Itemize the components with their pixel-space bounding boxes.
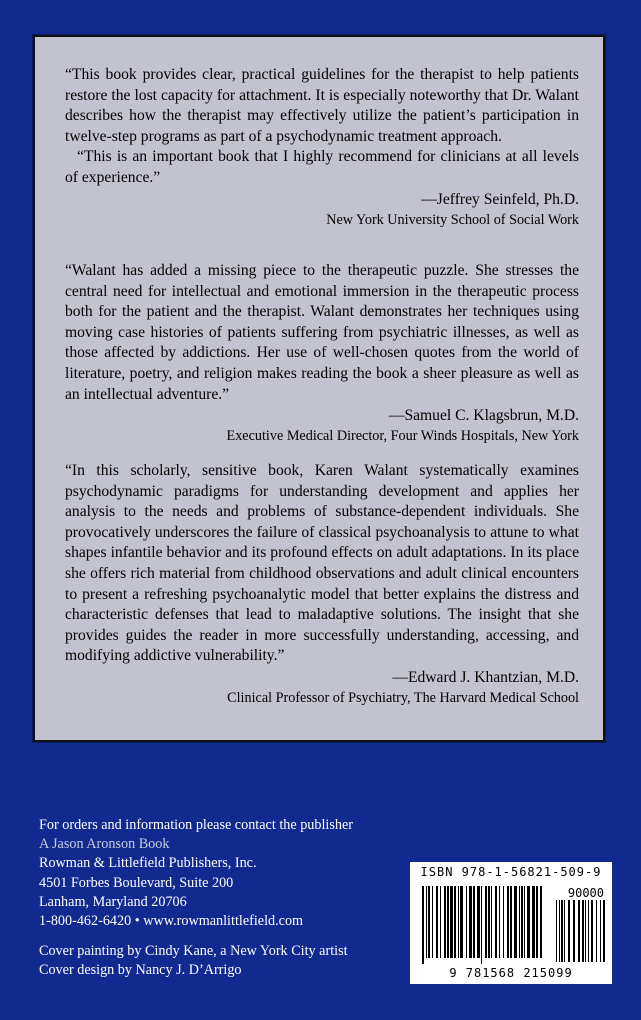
barcode-addon-bar	[588, 900, 589, 962]
barcode-bar	[519, 886, 520, 958]
endorsement-1	[65, 65, 579, 230]
barcode-addon-bar	[596, 900, 597, 962]
endorsement-3-author: —Edward J. Khantzian, M.D.	[392, 668, 579, 686]
endorsement-1-paragraph-1: “This book provides clear, practical guidelines for the therapist to help patients restore the lost capacity for attachment. It is especially noteworthy that Dr. Walant describes how the therapist may effectively utilize the patient’s participation in twelve-step programs as part of a psychodynamic treatment approach.	[65, 66, 579, 145]
barcode-bars-graphic	[412, 886, 610, 966]
barcode-bar	[507, 886, 509, 958]
barcode-addon-bar	[585, 900, 586, 962]
endorsement-2	[65, 261, 579, 446]
barcode-bar	[422, 886, 424, 964]
barcode-bar	[488, 886, 490, 958]
barcode-addon-bar	[582, 900, 584, 962]
barcode-bar	[485, 886, 487, 958]
publisher-contact	[39, 816, 409, 981]
barcode-bar	[426, 886, 427, 958]
barcode-bar	[495, 886, 497, 958]
publisher-name: Rowman & Littlefield Publishers, Inc.	[39, 855, 257, 872]
barcode-bar	[477, 886, 480, 958]
barcode-addon-bar	[573, 900, 575, 962]
barcode-bar	[536, 886, 538, 958]
barcode-bar	[440, 886, 441, 958]
endorsement-1-paragraph-2: “This is an important book that I highly recommend for clinicians at all levels of experience.”	[65, 148, 579, 186]
barcode-bar	[532, 886, 535, 958]
publisher-phone-web: 1-800-462-6420 • www.rowmanlittlefield.com	[39, 913, 304, 930]
barcode-bar	[436, 886, 438, 958]
barcode-bar	[527, 886, 530, 958]
barcode-bar	[428, 886, 430, 958]
barcode-bar	[481, 886, 482, 964]
endorsement-1-affiliation: New York University School of Social Work	[326, 211, 579, 228]
barcode-digits: 9 781568 215099	[449, 966, 573, 980]
barcode-bar	[454, 886, 456, 958]
endorsement-1-author: —Jeffrey Seinfeld, Ph.D.	[421, 190, 579, 208]
barcode-addon-bar	[591, 900, 593, 962]
barcode-bar	[466, 886, 467, 958]
barcode-addon-bar	[559, 900, 560, 962]
barcode-bar	[450, 886, 453, 958]
endorsement-2-affiliation: Executive Medical Director, Four Winds Hospitals, New York	[226, 428, 579, 445]
barcode-addon-bar	[578, 900, 580, 962]
barcode-addon-bar	[603, 900, 605, 962]
barcode-bar	[521, 886, 523, 958]
isbn-barcode	[410, 862, 612, 984]
barcode-bar	[540, 886, 542, 958]
barcode-bar	[524, 886, 525, 958]
barcode-bar	[510, 886, 512, 958]
barcode-bar	[444, 886, 446, 958]
isbn-label: ISBN 978-1-56821-509-9	[420, 865, 602, 879]
barcode-bar	[491, 886, 492, 958]
endorsement-3	[65, 461, 579, 708]
barcode-bar	[432, 886, 433, 958]
barcode-bar	[458, 886, 459, 958]
barcode-addon-bar	[564, 900, 565, 962]
endorsement-2-paragraph-1: “Walant has added a missing piece to the therapeutic puzzle. She stresses the central need for intellectual and emotional immersion in the therapeutic process both for the patient and the therapist. Walant demonstrates her techniques using moving case histories of patients suffering from psychiatric illnesses, as well as those affected by addictions. Her use of well-chosen quotes from the world of literature, poetry, and religion makes reading the book a sheer pleasure as well as an intellectual adventure.”	[65, 262, 579, 403]
barcode-addon-bar	[600, 900, 601, 962]
barcode-addon-bar	[561, 900, 563, 962]
barcode-bar	[447, 886, 449, 958]
contact-intro: For orders and information please contact the publisher	[39, 817, 354, 833]
publisher-street: 4501 Forbes Boulevard, Suite 200	[39, 874, 234, 891]
barcode-bar	[469, 886, 472, 958]
endorsements-panel	[33, 35, 605, 742]
publisher-city: Lanham, Maryland 20706	[39, 893, 187, 910]
barcode-bar	[473, 886, 475, 958]
imprint-line: A Jason Aronson Book	[39, 836, 170, 853]
barcode-bar	[460, 886, 463, 958]
barcode-addon-bar	[568, 900, 570, 962]
barcode-addon-bar	[556, 900, 557, 962]
barcode-bar	[514, 886, 517, 958]
endorsement-3-affiliation: Clinical Professor of Psychiatry, The Harvard Medical School	[227, 689, 579, 706]
endorsement-3-paragraph-1: “In this scholarly, sensitive book, Karen Walant systematically examines psychodynamic paradigms for understanding development and applies her analysis to the needs and problems of substance-dependent individuals. She provocatively underscores the failure of classical psychoanalysis to attune to what shapes infantile behavior and its profound effects on adult adaptations. In its place she offers rich material from childhood observations and adult clinical encounters to present a refreshing psychoanalytic model that better explains the distress and characteristic defenses that lead to maladaptive solutions. The insight that she provides guides the reader in more successfully understanding, accessing, and modifying addictive vulnerability.”	[65, 462, 579, 665]
cover-design-credit: Cover design by Nancy J. D’Arrigo	[39, 962, 242, 979]
endorsement-2-author: —Samuel C. Klagsbrun, M.D.	[388, 407, 579, 425]
cover-painting-credit: Cover painting by Cindy Kane, a New York City artist	[39, 943, 348, 960]
barcode-bar	[499, 886, 500, 958]
barcode-bar	[503, 886, 504, 958]
price-code: 90000	[567, 886, 604, 900]
